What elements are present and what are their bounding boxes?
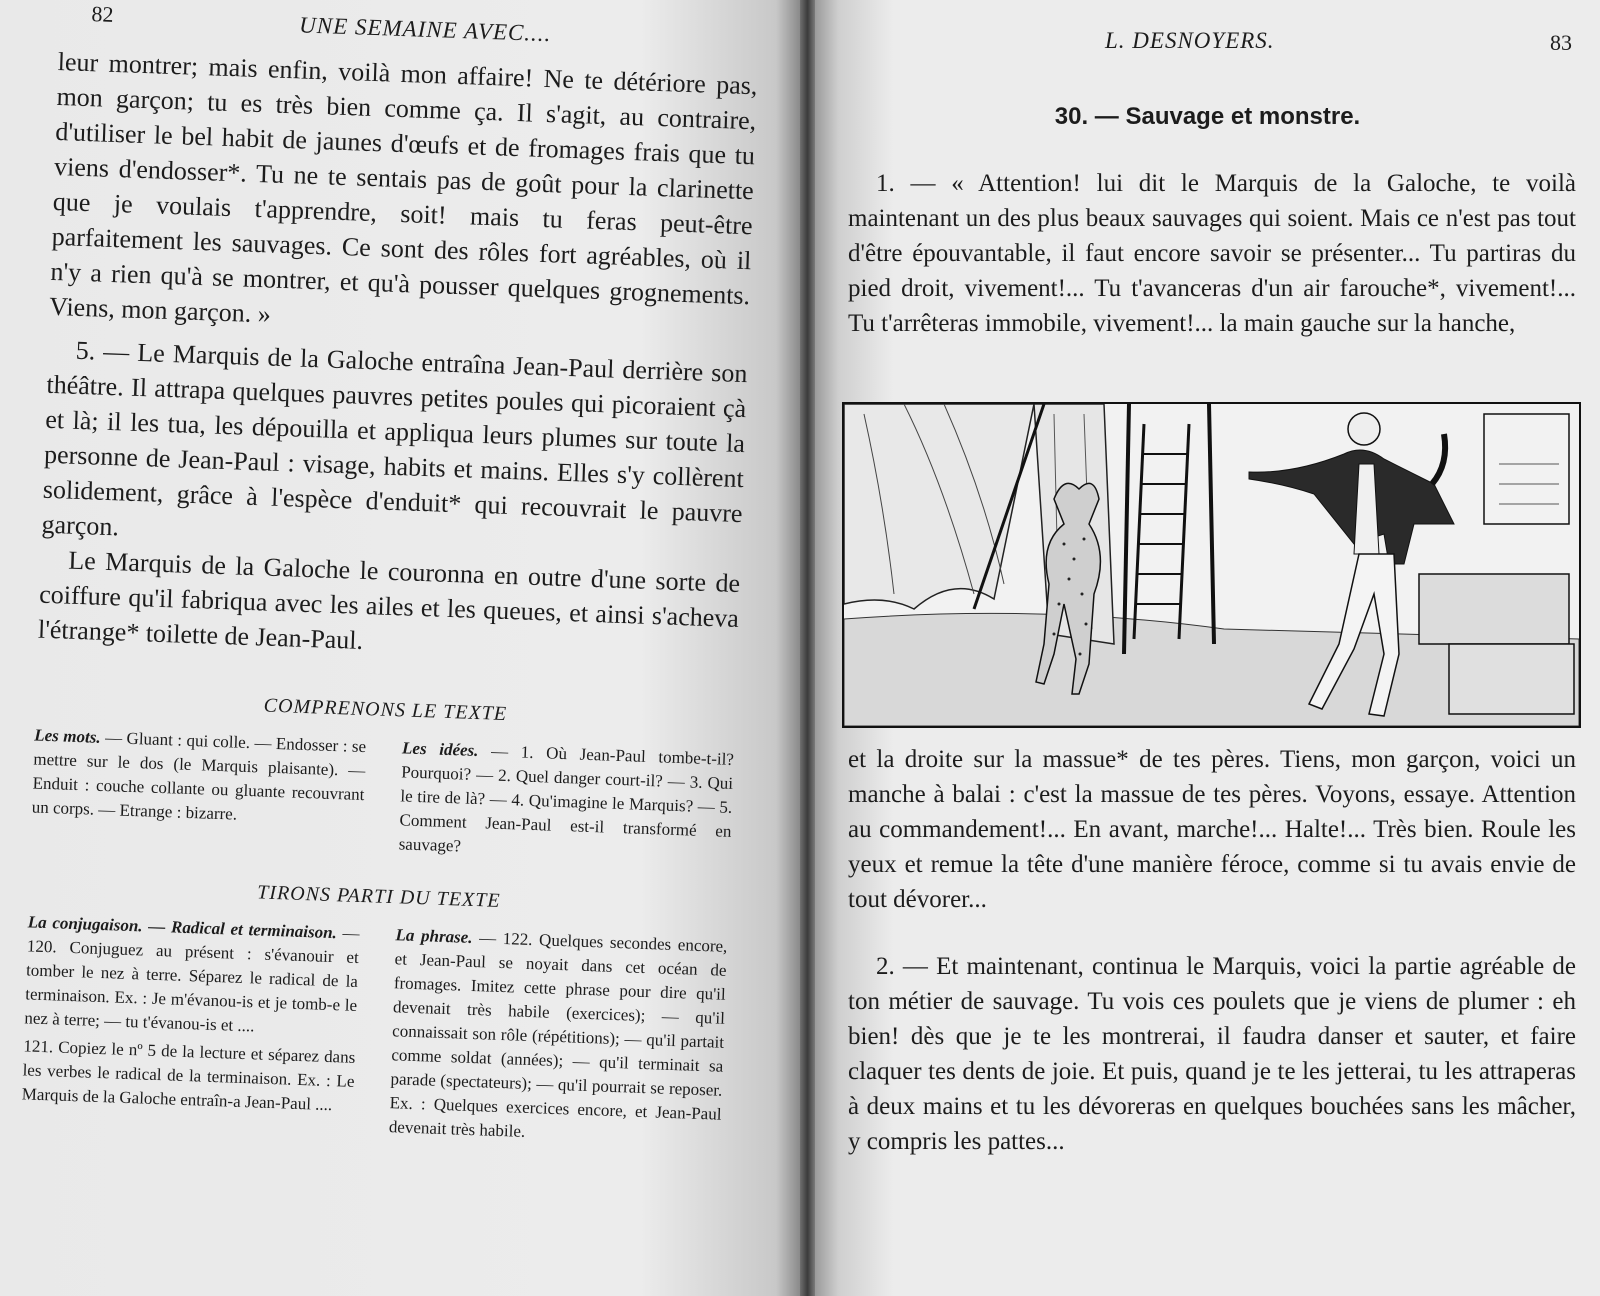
chapter-title: 30. — Sauvage et monstre.: [1054, 103, 1361, 130]
illustration-marquis-and-savage: [842, 402, 1581, 728]
section-comprenons-title: COMPRENONS LE TEXTE: [263, 694, 508, 726]
phrase-label: La phrase.: [395, 925, 473, 947]
paragraph-continuation: leur montrer; mais enfin, voilà mon affaire! Ne te détériore pas, mon garçon; tu es très bien comme ça. Il s'agit, au contraire, d'utiliser le bel habit de jaunes d'œufs et de fromages frais que tu viens d'endosser*. Tu ne te sentais pas de goût pour la clarinette que je voulais t'apprendre, soit! mais tu feras peut-être parfaitement les sauvages. Ce sont des rôles fort agréables, où il n'y a rien qu'à se montrer, et qu'à pousser quelques grognements. Viens, mon garçon. »: [48, 46, 758, 329]
running-head-left: UNE SEMAINE AVEC....: [298, 12, 552, 47]
paragraph-2: 2. — Et maintenant, continua le Marquis, voici la partie agréable de ton métier de sauvage. Tu vois ces poulets que je viens de plumer : eh bien! dès que je te les montrerai, il faudra danser et sauter, et faire claquer tes dents de joie. Et puis, quand je te les jetterai, tu les attraperas à deux mains et tu les dévoreras en quelques bouchées sans les mâcher, y compris les pattes...: [848, 953, 1576, 1155]
running-head-right: L. DESNOYERS.: [1105, 28, 1275, 53]
mots-text: — Gluant : qui colle. — Endosser : se mettre sur le dos (le Marquis plaisante). — Enduit : couche collante ou gluante recouvrant un corps. — Etrange : bizarre.: [31, 727, 367, 824]
left-prose: [37, 44, 758, 671]
paragraph-6: Le Marquis de la Galoche le couronna en outre d'une sorte de coiffure qu'il fabriqua avec les ailes et les queues, et ainsi s'acheva l'étrange* toilette de Jean-Paul.: [37, 545, 741, 655]
paragraph-5: 5. — Le Marquis de la Galoche entraîna Jean-Paul derrière son théâtre. Il attrapa quelques pauvres petites poules qui picoraient çà et là; il les tua, les dépouilla et appliqua leurs plumes sur toute la personne de Jean-Paul : visage, habits et mains. Elles s'y collèrent solidement, grâce à l'espèce d'enduit* qui recouvrait le pauvre garçon.: [41, 335, 748, 542]
paragraph-1b: et la droite sur la massue* de tes pères. Tiens, mon garçon, voici un manche à balai : c'est la massue de tes pères. Voyons, essaye. Attention au commandement!... En avant, marche!... Halte!... Très bien. Roule les yeux et remue la tête d'une manière féroce, comme si tu avais envie de tout dévorer...: [848, 746, 1576, 913]
mots-label: Les mots.: [33, 725, 101, 747]
section-tirons: [21, 910, 728, 1150]
conjugaison-label: La conjugaison. — Radical et terminaison.: [27, 912, 338, 943]
section-tirons-title: TIRONS PARTI DU TEXTE: [256, 881, 501, 912]
col-phrase: [388, 923, 727, 1150]
illustration-drawing: [844, 404, 1579, 726]
page-number-right: 83: [1550, 30, 1572, 55]
idees-text: — 1. Où Jean-Paul tombe-t-il? Pourquoi? — 2. Quel danger court-il? — 3. Qui le tire de là? — 4. Qu'imagine le Marquis? — 5. Comment Jean-Paul est-il transformé en sauvage?: [398, 741, 735, 856]
col-mots: [31, 724, 367, 856]
right-prose-bottom: [848, 742, 1576, 1159]
col-conjugaison: [21, 910, 360, 1137]
idees-label: Les idées.: [401, 738, 479, 761]
exercise-120: — 120. Conjuguez au présent : s'évanouir et tomber le nez à terre. Séparez le radical de la terminaison. Ex. : Je m'évanou-is et je tomb-e le nez à terre; — tu t'évanou-is et ....: [24, 923, 360, 1036]
exercise-121: 121. Copiez le nº 5 de la lecture et séparez dans les verbes le radical de la terminaison. Ex. : Le Marquis de la Galoche entraîn-a Jean-Paul ....: [21, 1036, 356, 1115]
right-page: [815, 0, 1600, 1296]
paragraph-1a: 1. — « Attention! lui dit le Marquis de la Galoche, te voilà maintenant un des plus beaux sauvages qui soient. Mais ce n'est pas tout d'être épouvantable, il faut encore savoir se présenter... Tu partiras du pied droit, vivement!... Tu t'avanceras d'un air farouche*, vivement!... Tu t'arrêteras immobile, vivement!... la main gauche sur la hanche,: [848, 170, 1576, 337]
section-comprenons: [31, 724, 735, 868]
left-page-content: [21, 0, 800, 1152]
right-prose-top: [848, 166, 1576, 341]
exercise-122: — 122. Quelques secondes encore, et Jean-Paul se noyait dans cet océan de fromages. Imitez cette phrase pour dire qu'il devenait très habile (exercices); — qu'il connaissait son rôle (répétitions); — qu'il partait comme soldat (années); — qu'il terminait sa parade (spectateurs); — qu'il pourrait se reposer. Ex. : Quelques exercices encore, et Jean-Paul devenait très habile.: [388, 927, 728, 1141]
book-gutter: [800, 0, 815, 1296]
page-number-left: 82: [91, 1, 114, 27]
col-idees: [398, 736, 734, 868]
